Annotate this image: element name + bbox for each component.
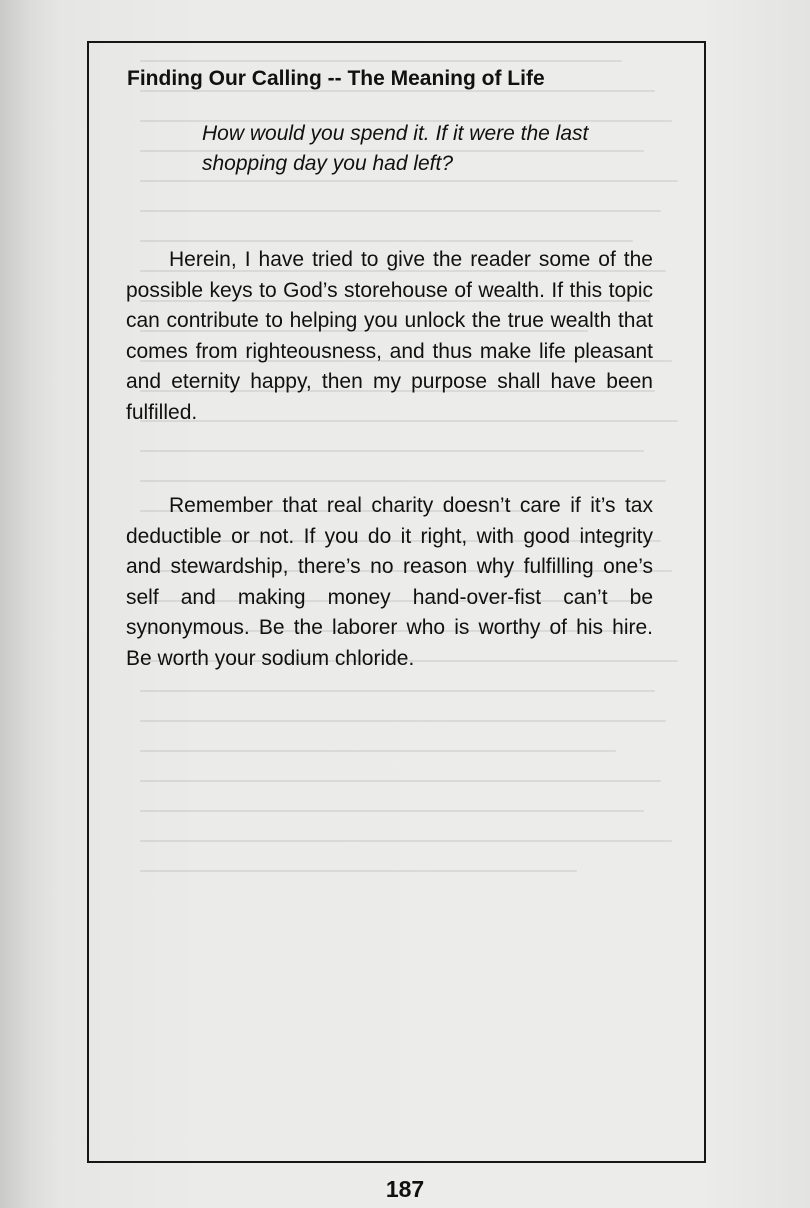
- body-paragraph-1: Herein, I have tried to give the reader some of the possible keys to God’s storehouse of wealth. If this topic can contribute to helping you unlock the true wealth that comes from righteousness, and thus make life pleasant and eternity happy, then my purpose shall have been fulfilled.: [126, 248, 653, 424]
- chapter-heading: Finding Our Calling -- The Meaning of Life: [127, 67, 545, 90]
- page-number: 187: [385, 1176, 425, 1202]
- body-paragraph-2: Remember that real charity doesn’t care if it’s tax deductible or not. If you do it right, with good integrity and stewardship, there’s no reason why fulfilling one’s self and making money hand-over-fist can’t be synonymous. Be the laborer who is worthy of his hire. Be worth your sodium chloride.: [126, 494, 653, 670]
- page-frame: [87, 41, 706, 1163]
- italic-quote: How would you spend it. If it were the last shopping day you had left?: [202, 122, 589, 175]
